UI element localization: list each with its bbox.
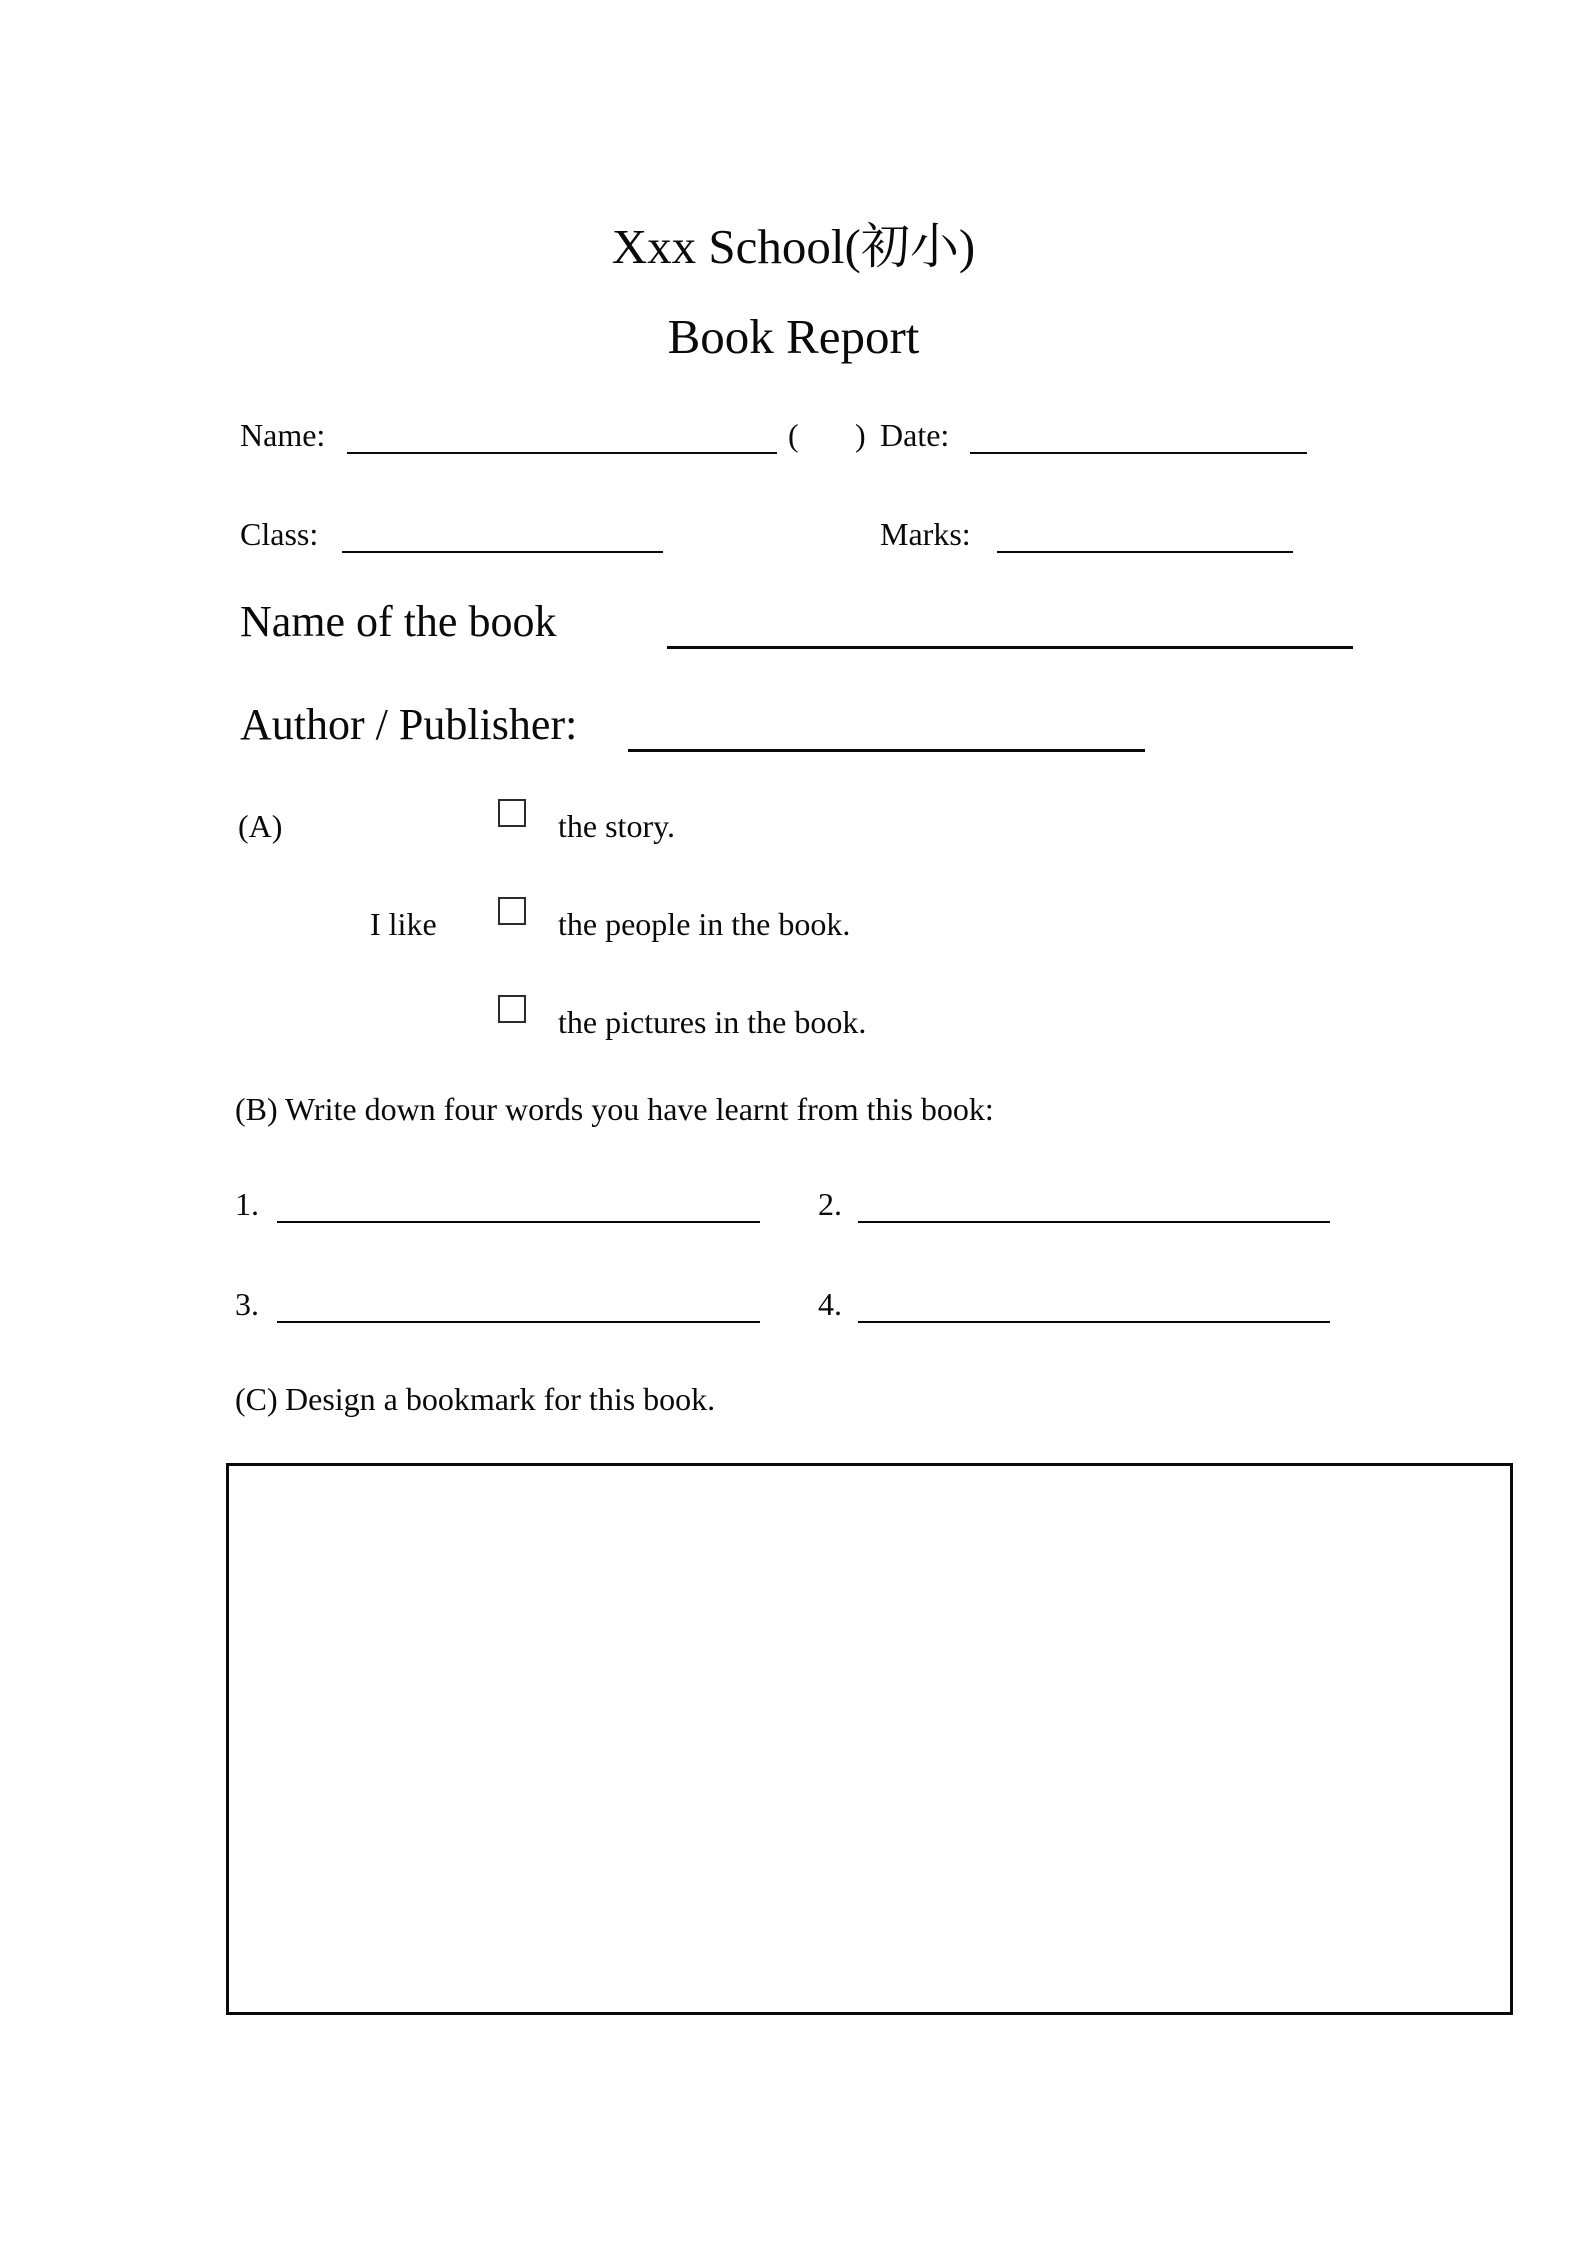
people-option-label: the people in the book.: [558, 906, 851, 942]
author-row: [0, 699, 1587, 755]
words-row-1: [0, 1185, 1587, 1227]
word-4-number: 4.: [818, 1286, 842, 1322]
section-a-option-3-row: [0, 1003, 1587, 1045]
section-c-prompt: Design a bookmark for this book.: [285, 1381, 716, 1417]
book-name-field-blank[interactable]: [667, 646, 1353, 649]
section-b-row: [0, 1090, 1587, 1132]
marks-field-blank[interactable]: [997, 551, 1293, 553]
date-label: Date:: [880, 417, 950, 453]
class-number-paren-open: (: [788, 417, 799, 453]
pictures-checkbox[interactable]: [498, 995, 526, 1023]
story-option-label: the story.: [558, 808, 676, 844]
word-2-number: 2.: [818, 1186, 842, 1222]
marks-label: Marks:: [880, 516, 971, 552]
story-checkbox[interactable]: [498, 799, 526, 827]
word-1-number: 1.: [235, 1186, 259, 1222]
date-field-blank[interactable]: [970, 452, 1307, 454]
section-c-label: (C): [235, 1381, 278, 1417]
class-field-blank[interactable]: [342, 551, 663, 553]
form-title: Book Report: [667, 309, 920, 364]
book-name-label: Name of the book: [240, 597, 557, 646]
section-a-label: (A): [238, 808, 283, 844]
word-2-field-blank[interactable]: [858, 1221, 1330, 1223]
school-title: Xxx School(初小): [611, 219, 976, 274]
words-row-2: [0, 1285, 1587, 1327]
section-a-option-1-row: [0, 807, 1587, 849]
section-a-option-2-row: [0, 905, 1587, 947]
section-b-prompt: Write down four words you have learnt from this book:: [285, 1091, 994, 1127]
word-3-field-blank[interactable]: [277, 1321, 760, 1323]
name-label: Name:: [240, 417, 326, 453]
class-label: Class:: [240, 516, 319, 552]
book-name-row: [0, 596, 1587, 652]
word-4-field-blank[interactable]: [858, 1321, 1330, 1323]
author-field-blank[interactable]: [628, 749, 1145, 752]
class-number-paren-close: ): [855, 417, 866, 453]
class-marks-row: [0, 515, 1587, 557]
author-label: Author / Publisher:: [240, 700, 578, 749]
section-c-row: [0, 1380, 1587, 1422]
name-field-blank[interactable]: [347, 452, 777, 454]
name-date-row: [0, 416, 1587, 458]
word-1-field-blank[interactable]: [277, 1221, 760, 1223]
i-like-stem-label: I like: [370, 906, 437, 942]
bookmark-drawing-area[interactable]: [226, 1463, 1513, 2015]
people-checkbox[interactable]: [498, 897, 526, 925]
section-b-label: (B): [235, 1091, 278, 1127]
pictures-option-label: the pictures in the book.: [558, 1004, 867, 1040]
word-3-number: 3.: [235, 1286, 259, 1322]
